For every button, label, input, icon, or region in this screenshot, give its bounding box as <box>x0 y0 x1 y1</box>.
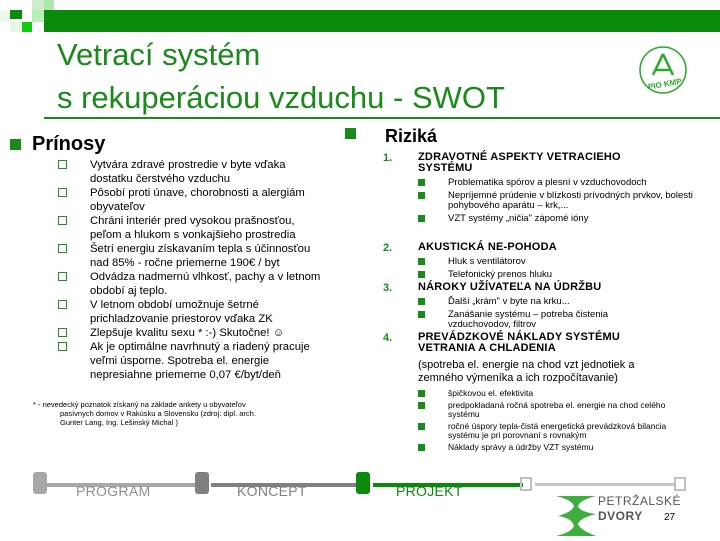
list-item <box>418 310 648 330</box>
timeline-node <box>195 472 209 494</box>
square-bullet-icon <box>418 192 425 199</box>
timeline-node <box>520 477 532 491</box>
risk-heading: AKUSTICKÁ NE-POHODA <box>418 241 557 253</box>
item-text: predpokladaná ročná spotreba el. energie na chod celého systému <box>448 399 666 419</box>
risk-number: 4. <box>383 332 393 344</box>
list-item <box>418 422 688 441</box>
list-item <box>58 340 328 382</box>
item-text: Chráni interiér pred vysokou prašnosťou, peľom a hlukom s vonkajšieho prostredia <box>90 215 296 241</box>
pros-list <box>58 158 328 382</box>
pio-kmp-logo <box>638 45 688 95</box>
timeline-label-program: PROGRAM <box>76 483 151 499</box>
risk-number: 2. <box>383 242 393 254</box>
list-item <box>58 326 328 340</box>
checkbox-bullet-icon <box>58 300 67 309</box>
item-text: Zlepšuje kvalitu sexu * :-) Skutočne! ☺ <box>90 327 285 339</box>
list-item <box>418 401 688 420</box>
item-text: Ak je optimálne navrhnutý a riadený pracuje veľmi úsporne. Spotreba el. energie nepresiahne priemerne 0,07 €/byt/deň <box>90 341 310 381</box>
checkbox-bullet-icon <box>58 342 67 351</box>
list-item <box>58 186 328 214</box>
page-number: 27 <box>664 512 676 523</box>
square-bullet-icon <box>418 423 425 430</box>
timeline-segment <box>535 483 675 486</box>
brand-name-line2: DVORY <box>598 509 643 523</box>
item-text: VZT systémy „ničia" zápomé ióny <box>448 213 589 224</box>
pros-heading: Prínosy <box>32 133 106 155</box>
checkbox-bullet-icon <box>58 244 67 253</box>
footnote-line: pasívnych domov v Rakúsku a Slovensku (zdroj: dipl. arch. <box>60 409 256 418</box>
square-bullet-icon <box>418 311 425 318</box>
item-text: Náklady správy a údržby VZT systému <box>448 441 594 452</box>
item-text: Odvádza nadmernú vlhkosť, pachy a v letnom období aj teplo. <box>90 271 321 297</box>
risk-heading: NÁROKY UŽÍVATEĽA NA ÚDRŽBU <box>418 281 602 293</box>
slide-title-line2: s rekuperáciou vzduchu - SWOT <box>57 80 505 115</box>
risk-number: 1. <box>383 152 393 164</box>
list-item <box>58 242 328 270</box>
risk-item <box>383 282 713 332</box>
list-item <box>418 178 713 188</box>
timeline-node <box>674 477 686 491</box>
list-item <box>418 297 713 307</box>
risk-heading: PREVÁDZKOVÉ NÁKLADY SYSTÉMU VETRANIA A CHLADENIA <box>418 331 620 354</box>
footnote-line: * - nevedecký poznatok získaný na základe ankety u obyvateľov <box>33 400 246 409</box>
item-text: Problematika spórov a plesní v vzduchovodoch <box>448 177 647 188</box>
list-item <box>418 389 688 399</box>
item-text: Nepríjemné prúdenie v blízkosti prívodných prvkov, bolesti pohybového aparátu – krk,... <box>448 190 693 211</box>
list-item <box>58 158 328 186</box>
item-text: Pôsobí proti únave, chorobnosti a alergiám obyvateľov <box>90 187 305 213</box>
square-bullet-icon <box>418 444 425 451</box>
square-bullet-icon <box>418 258 425 265</box>
timeline-node <box>33 472 47 494</box>
checkbox-bullet-icon <box>58 216 67 225</box>
list-item <box>418 270 713 280</box>
square-bullet-icon <box>418 179 425 186</box>
svg-text:PIO KMP: PIO KMP <box>647 76 683 92</box>
risk-item <box>383 332 713 452</box>
risk-note: (spotreba el. energie na chod vzt jednotiek a zemného výmeníka a ich rozpočítavanie) <box>418 359 635 384</box>
checkbox-bullet-icon <box>58 272 67 281</box>
risk-item <box>383 152 713 242</box>
section-bullet-icon <box>345 128 356 139</box>
slide-title-line1: Vetrací systém <box>57 37 261 72</box>
section-bullet-icon <box>10 139 21 150</box>
risks-heading: Riziká <box>385 126 438 146</box>
item-text: špičkovou el. efektivita <box>448 388 534 398</box>
checkbox-bullet-icon <box>58 188 67 197</box>
brand-name-line1: PETRŽALSKÉ <box>598 494 682 508</box>
list-item <box>418 191 713 211</box>
list-item <box>58 214 328 242</box>
item-text: Vytvára zdravé prostredie v byte vďaka dostatku čerstvého vzduchu <box>90 159 286 185</box>
footnote-line: Gunter Lang, Ing. Lešinský Michal ) <box>60 418 178 427</box>
list-item <box>418 214 713 224</box>
risk-number: 3. <box>383 282 393 294</box>
list-item <box>58 298 328 326</box>
risk-item <box>383 242 713 282</box>
list-item <box>58 270 328 298</box>
checkbox-bullet-icon <box>58 160 67 169</box>
item-text: Zanášanie systému – potreba čistenia vzduchovodov, filtrov <box>448 309 609 330</box>
list-item <box>418 257 713 267</box>
footnote <box>33 400 333 427</box>
divider-line <box>44 117 720 119</box>
risks-list <box>383 152 713 454</box>
square-bullet-icon <box>418 215 425 222</box>
checkbox-bullet-icon <box>58 328 67 337</box>
square-bullet-icon <box>418 402 425 409</box>
item-text: Hluk s ventilátorov <box>448 256 526 267</box>
petrzalske-dvory-logo-icon <box>556 496 598 536</box>
item-text: Šetrí energiu získavaním tepla s účinnosťou nad 85% - ročne priemerne 190€ / byt <box>90 243 311 269</box>
timeline-node <box>356 472 370 494</box>
header-bar <box>44 10 720 32</box>
list-item <box>418 443 688 453</box>
item-text: Ďalší „krám" v byte na krku... <box>448 296 570 307</box>
square-bullet-icon <box>418 298 425 305</box>
timeline-label-projekt: PROJEKT <box>396 483 463 499</box>
item-text: V letnom období umožnuje šetrné prichladzovanie priestorov vďaka ZK <box>90 299 273 325</box>
timeline-label-koncept: KONCEPT <box>237 483 307 499</box>
square-bullet-icon <box>418 271 425 278</box>
item-text: Telefonický prenos hluku <box>448 269 553 280</box>
square-bullet-icon <box>418 390 425 397</box>
item-text: ročné úspory tepla-čistá energetická prevádzková bilancia systému je pri porovnaní s rovnakým <box>448 420 667 440</box>
risk-heading: ZDRAVOTNÉ ASPEKTY VETRACIEHO SYSTÉMU <box>418 151 621 174</box>
